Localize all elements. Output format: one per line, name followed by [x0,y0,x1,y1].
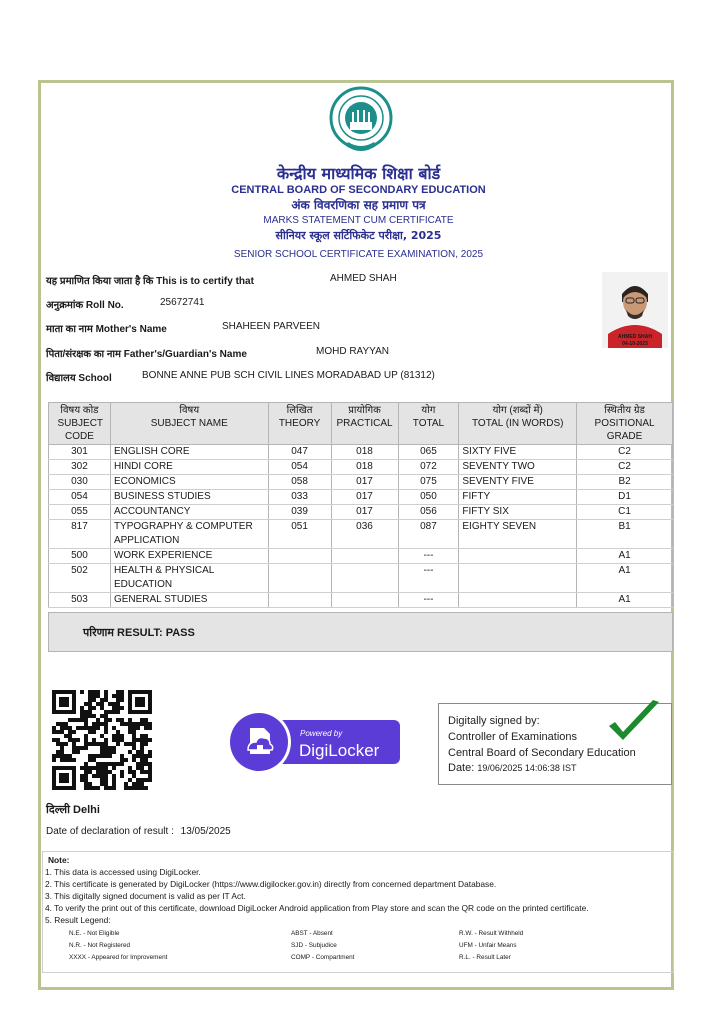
practical-marks: 017 [331,505,398,520]
subject-name: WORK EXPERIENCE [110,549,268,564]
theory-marks [268,593,331,608]
legend-item: ABST - Absent [291,930,333,937]
signed-by-label: Digitally signed by: [448,715,540,727]
school-label: विद्यालय School [46,373,112,384]
certify-label: यह प्रमाणित किया जाता है कि This is to certify that [46,276,254,287]
father-row [46,346,389,360]
photo-caption-date: 04-10-2023 [622,341,648,347]
mother-row [46,321,320,335]
declaration-date [46,826,231,837]
theory-marks: 054 [268,460,331,475]
positional-grade: D1 [577,490,673,505]
roll-number: 25672741 [160,297,205,308]
positional-grade: A1 [577,564,673,593]
subject-name: HINDI CORE [110,460,268,475]
theory-marks [268,549,331,564]
practical-marks: 036 [331,520,398,549]
total-marks: 050 [398,490,459,505]
subject-code: 502 [49,564,111,593]
header-subject-code: विषय कोड SUBJECT CODE [49,403,111,445]
theory-marks: 047 [268,445,331,460]
signature-date-label: Date: [448,762,475,774]
father-label: पिता/संरक्षक का नाम Father's/Guardian's Name [46,349,247,360]
table-row [49,549,673,564]
practical-marks: 017 [331,490,398,505]
total-marks: --- [398,593,459,608]
header-practical: प्रायोगिक PRACTICAL [331,403,398,445]
badge-powered-text: Powered by [300,729,343,738]
subject-name: GENERAL STUDIES [110,593,268,608]
declaration-value: 13/05/2025 [180,826,231,837]
table-row [49,490,673,505]
positional-grade: B1 [577,520,673,549]
header-positional-grade: स्थितीय ग्रेड POSITIONAL GRADE [577,403,673,445]
digital-signature-box [438,703,672,785]
result-text: परिणाम RESULT: PASS [83,627,195,639]
header-theory: लिखित THEORY [268,403,331,445]
school-name: BONNE ANNE PUB SCH CIVIL LINES MORADABAD UP (81312) [142,370,435,381]
signer-organization: Central Board of Secondary Education [448,747,636,759]
note-item: 3. This digitally signed document is valid as per IT Act. [45,891,246,901]
practical-marks: 017 [331,475,398,490]
photo-caption-name: AHMED SHAH [618,334,652,340]
theory-marks: 058 [268,475,331,490]
note-item: 1. This data is accessed using DigiLocker. [45,867,201,877]
positional-grade: C1 [577,505,673,520]
exam-title-english: SENIOR SCHOOL CERTIFICATE EXAMINATION, 2025 [233,249,484,260]
total-marks: --- [398,564,459,593]
positional-grade: C2 [577,445,673,460]
mother-label: माता का नाम Mother's Name [46,324,167,335]
legend-item: UFM - Unfair Means [459,942,517,949]
positional-grade: B2 [577,475,673,490]
notes-title: Note: [48,855,70,865]
subject-code: 503 [49,593,111,608]
practical-marks [331,593,398,608]
statement-title-english: MARKS STATEMENT CUM CERTIFICATE [263,215,454,226]
checkmark-icon [603,698,663,748]
header-total: योग TOTAL [398,403,459,445]
total-in-words: FIFTY [459,490,577,505]
subject-name: HEALTH & PHYSICAL EDUCATION [110,564,268,593]
place-of-issue: दिल्ली Delhi [46,804,100,816]
theory-marks [268,564,331,593]
theory-marks: 039 [268,505,331,520]
total-marks: 056 [398,505,459,520]
total-marks: 087 [398,520,459,549]
subject-name: BUSINESS STUDIES [110,490,268,505]
subject-code: 302 [49,460,111,475]
table-header-row [49,403,673,445]
table-row [49,593,673,608]
digilocker-badge [226,708,402,774]
subject-code: 817 [49,520,111,549]
cbse-emblem-icon [328,86,394,156]
table-row [49,475,673,490]
table-row [49,520,673,549]
exam-title-hindi: सीनियर स्कूल सर्टिफिकेट परीक्षा, 2025 [275,229,442,242]
photo-caption [602,334,668,348]
total-marks: 072 [398,460,459,475]
candidate-name: AHMED SHAH [330,273,397,284]
legend-item: N.E. - Not Eligible [69,930,120,937]
declaration-label: Date of declaration of result : [46,826,174,837]
total-marks: 065 [398,445,459,460]
subject-code: 500 [49,549,111,564]
subject-code: 054 [49,490,111,505]
statement-title-hindi: अंक विवरणिका सह प्रमाण पत्र [291,198,426,212]
header-subject-name: विषय SUBJECT NAME [110,403,268,445]
qr-code-icon [50,688,154,792]
practical-marks: 018 [331,460,398,475]
total-marks: 075 [398,475,459,490]
board-name-hindi: केन्द्रीय माध्यमिक शिक्षा बोर्ड [276,164,441,183]
positional-grade: C2 [577,460,673,475]
certify-row [46,273,397,287]
total-in-words [459,593,577,608]
total-marks: --- [398,549,459,564]
mother-name: SHAHEEN PARVEEN [222,321,320,332]
table-row [49,445,673,460]
total-in-words [459,549,577,564]
note-item: 4. To verify the print out of this certificate, download DigiLocker Android application from Play store and scan the QR code on the printed certificate. [45,903,589,913]
theory-marks: 051 [268,520,331,549]
practical-marks: 018 [331,445,398,460]
subject-name: ACCOUNTANCY [110,505,268,520]
subject-name: ENGLISH CORE [110,445,268,460]
notes-box [42,851,674,973]
school-row [46,370,435,384]
legend-item: SJD - Subjudice [291,942,337,949]
legend-item: XXXX - Appeared for Improvement [69,954,168,961]
table-row [49,564,673,593]
roll-row [46,297,205,311]
practical-marks [331,549,398,564]
header-total-words: योग (शब्दों में) TOTAL (IN WORDS) [459,403,577,445]
theory-marks: 033 [268,490,331,505]
note-item: 2. This certificate is generated by DigiLocker (https://www.digilocker.gov.in) directly from concerned department Database. [45,879,497,889]
board-name-english: CENTRAL BOARD OF SECONDARY EDUCATION [231,184,486,196]
table-row [49,505,673,520]
signature-date-value: 19/06/2025 14:06:38 IST [477,763,577,773]
legend-item: R.W. - Result Withheld [459,930,524,937]
practical-marks [331,564,398,593]
total-in-words: SIXTY FIVE [459,445,577,460]
subject-code: 301 [49,445,111,460]
total-in-words [459,564,577,593]
note-item: 5. Result Legend: [45,915,111,925]
signature-date [448,762,576,774]
positional-grade: A1 [577,593,673,608]
table-row [49,460,673,475]
roll-label: अनुक्रमांक Roll No. [46,300,124,311]
legend-item: N.R. - Not Registered [69,942,131,949]
positional-grade: A1 [577,549,673,564]
subject-code: 030 [49,475,111,490]
total-in-words: SEVENTY FIVE [459,475,577,490]
signer-title: Controller of Examinations [448,731,578,743]
subject-name: ECONOMICS [110,475,268,490]
total-in-words: FIFTY SIX [459,505,577,520]
father-name: MOHD RAYYAN [316,346,389,357]
subject-code: 055 [49,505,111,520]
subject-name: TYPOGRAPHY & COMPUTER APPLICATION [110,520,268,549]
legend-item: COMP - Compartment [291,954,355,961]
badge-brand-text: DigiLocker [299,741,380,760]
total-in-words: EIGHTY SEVEN [459,520,577,549]
marks-table [48,402,673,608]
legend-item: R.L. - Result Later [459,954,511,961]
total-in-words: SEVENTY TWO [459,460,577,475]
result-bar [48,612,673,652]
